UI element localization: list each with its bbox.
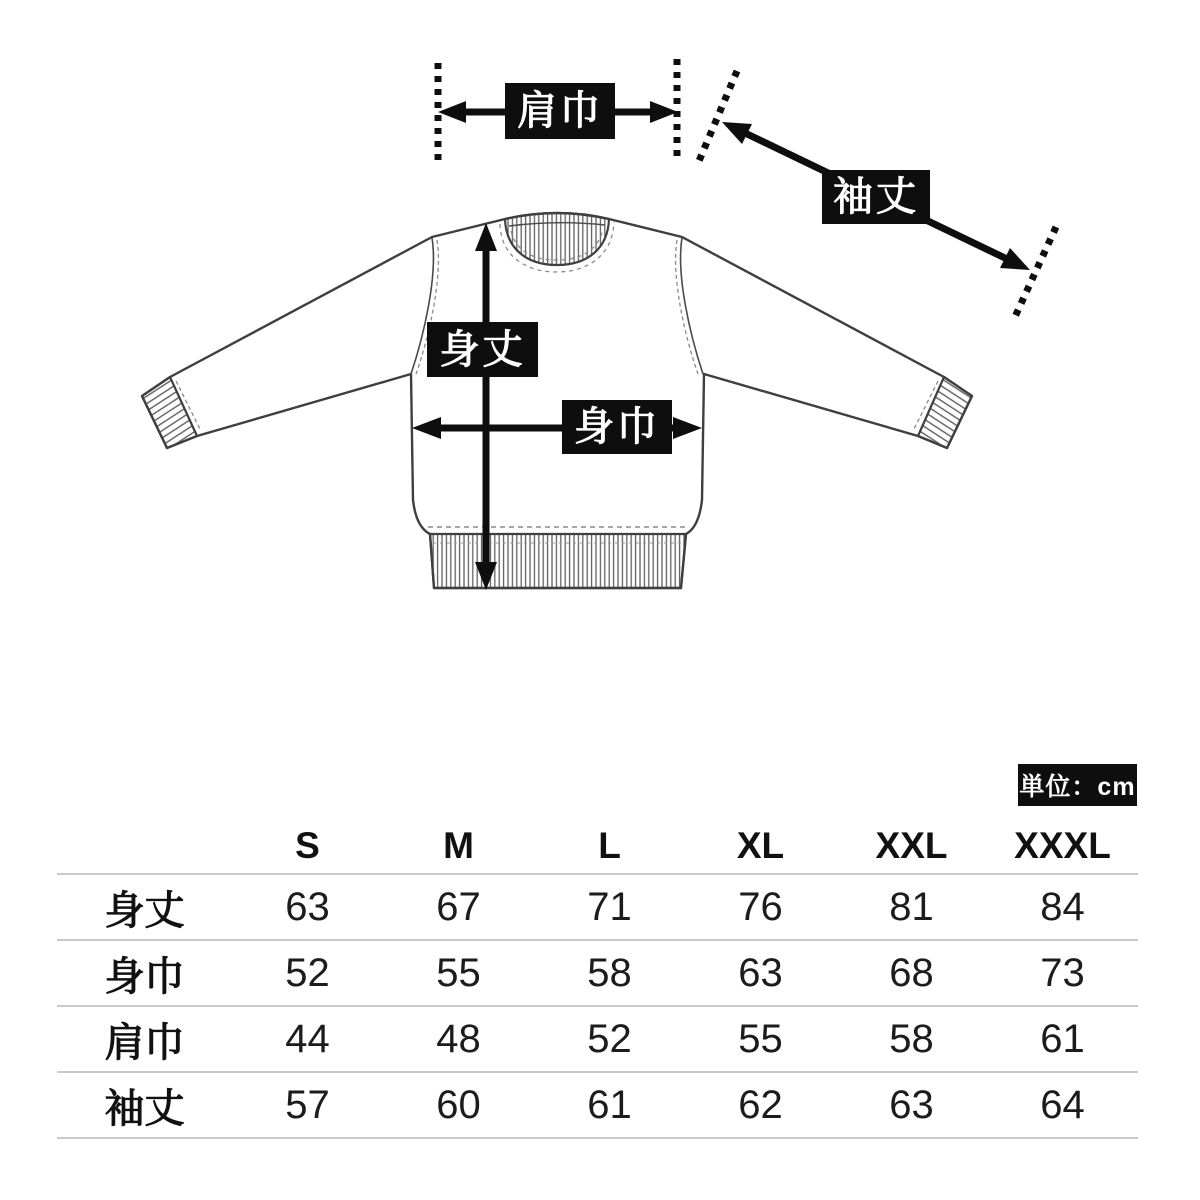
body-width-label: 身巾 — [562, 400, 672, 454]
measurement-cell: 68 — [836, 940, 987, 1006]
row-label: 肩巾 — [57, 1006, 232, 1072]
measurement-cell: 76 — [685, 874, 836, 940]
table-row-body-width — [57, 940, 1138, 1006]
measurement-cell: 57 — [232, 1072, 383, 1138]
size-column-header: XL — [736, 824, 785, 866]
size-column-header: S — [295, 824, 320, 866]
measurement-cell: 64 — [987, 1072, 1138, 1138]
row-label: 身丈 — [57, 874, 232, 940]
measurement-cell: 58 — [534, 940, 685, 1006]
measurement-cell: 63 — [836, 1072, 987, 1138]
measurement-cell: 58 — [836, 1006, 987, 1072]
table-row-shoulder-width — [57, 1006, 1138, 1072]
size-column-header: L — [598, 824, 621, 866]
size-column-header: XXXL — [1014, 824, 1111, 866]
sleeve-length-label: 袖丈 — [822, 170, 930, 224]
table-row-sleeve-length — [57, 1072, 1138, 1138]
measurement-cell: 61 — [534, 1072, 685, 1138]
measurement-cell: 55 — [383, 940, 534, 1006]
sleeve-guide-bottom — [1014, 227, 1056, 319]
sleeve-guide-top — [699, 71, 737, 161]
measurement-cell: 62 — [685, 1072, 836, 1138]
measurement-cell: 52 — [232, 940, 383, 1006]
measurement-cell: 73 — [987, 940, 1138, 1006]
size-table-corner-cell — [57, 818, 232, 874]
size-column-header: M — [443, 824, 474, 866]
measurement-cell: 60 — [383, 1072, 534, 1138]
measurement-cell: 52 — [534, 1006, 685, 1072]
measurement-cell: 71 — [534, 874, 685, 940]
measurement-cell: 67 — [383, 874, 534, 940]
measurement-cell: 84 — [987, 874, 1138, 940]
measurement-cell: 63 — [685, 940, 836, 1006]
unit-badge: 単位：cm — [1018, 764, 1137, 806]
measurement-cell: 55 — [685, 1006, 836, 1072]
shoulder-width-label: 肩巾 — [505, 83, 615, 139]
measurement-cell: 61 — [987, 1006, 1138, 1072]
row-label: 身巾 — [57, 940, 232, 1006]
row-label: 袖丈 — [57, 1072, 232, 1138]
hem-rib — [430, 534, 686, 588]
sweatshirt-outline — [142, 213, 972, 588]
measurement-cell: 81 — [836, 874, 987, 940]
size-table — [57, 818, 1138, 1139]
measurement-cell: 63 — [232, 874, 383, 940]
size-table-header-row — [57, 818, 1138, 874]
measurement-cell: 48 — [383, 1006, 534, 1072]
measurement-cell: 44 — [232, 1006, 383, 1072]
size-column-header: XXL — [875, 824, 948, 866]
table-row-body-length — [57, 874, 1138, 940]
body-length-label: 身丈 — [427, 322, 538, 377]
